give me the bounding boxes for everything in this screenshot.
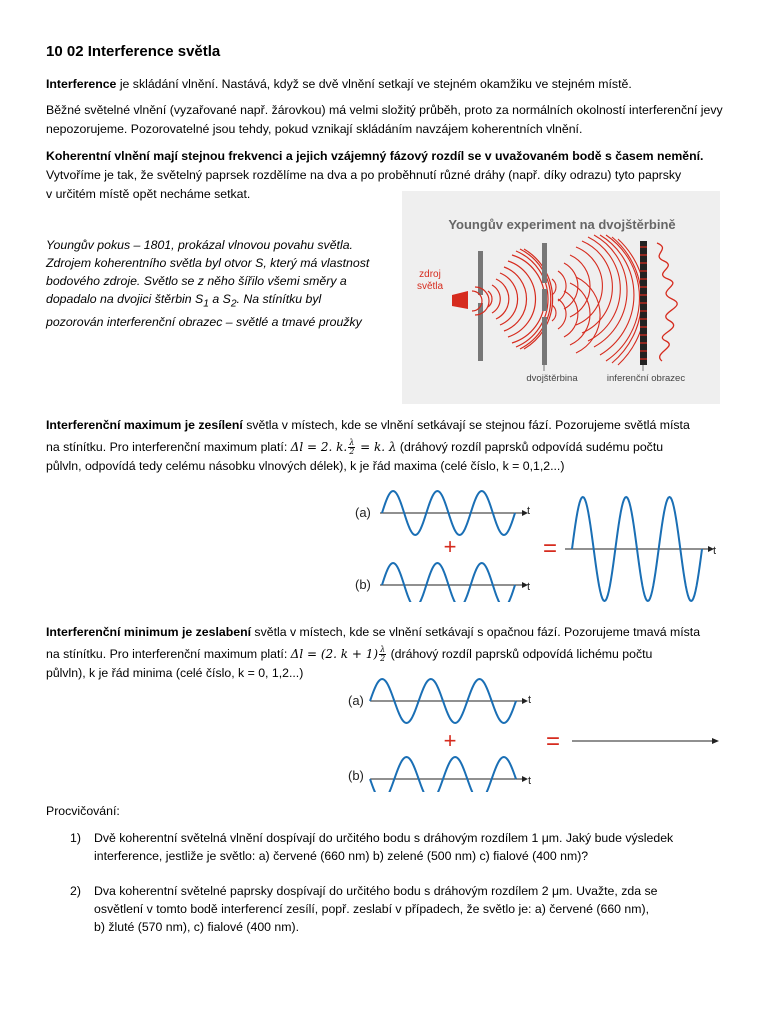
wave-a-t-label: t [527,505,531,517]
source-label-2: světla [416,281,444,292]
wave-a2-t-label: t [528,694,532,706]
barrier-double-slit-bottom [542,317,547,365]
source-label-1: zdroj [419,269,441,280]
wave-b-t-label: t [527,581,531,593]
intensity-profile [657,243,677,361]
young-experiment-diagram [402,191,720,404]
equals-sign-2: = [545,728,561,755]
plus-sign: + [443,534,457,559]
practice-heading: Procvičování: [46,804,120,818]
coherent-definition: Koherentní vlnění mají stejnou frekvenci a jejich vzájemný fázový rozdíl se v uvažovaném bodě s časem nemění. [46,149,704,163]
maximum-equation: Δl = 2. k. $\frac{\lambda}{2}$ = k. λ [290,438,397,456]
wave-a-label: (a) [355,505,371,520]
double-slit-wavefronts [552,235,645,365]
barrier-single-slit-lower [478,303,483,361]
term-minimum: Interferenční minimum je zeslabení [46,625,252,639]
paragraph-coherent: Koherentní vlnění mají stejnou frekvenci a jejich vzájemný fázový rozdíl se v uvažovaném bodě s časem nemění. Vytvoříme je tak, že světelný paprsek rozdělíme na dva a po proběhnutí různé dráhy (např. díky odrazu) tyto paprsky v určitém místě opět necháme setkat. [46,149,704,201]
paragraph-minimum: Interferenční minimum je zeslabení světla v místech, kde se vlnění setkávají s opačnou fází. Pozorujeme tmavá místa na stínítku. Pro interferenční maximum platí: Δl = (2. k + 1) $\frac{\lambda}{2}$ (dráhový rozdíl paprsků odpovídá lichému počtu půlvln), k je řád minima (celé číslo, k = 0, 1,2...) [46,625,701,680]
plus-sign-2: + [443,728,457,753]
light-source-icon [452,291,468,309]
constructive-interference-figure [350,482,730,602]
wave-a2-label: (a) [348,693,364,708]
wave-b-label: (b) [355,577,371,592]
paragraph-interference: Interference je skládání vlnění. Nastává, když se dvě vlnění setkají ve stejném okamžiku ve stejném místě. [46,77,632,91]
equals-sign: = [542,535,558,562]
result-t-label: t [713,545,717,557]
wave-b2-curve [370,757,516,792]
paragraph-maximum: Interferenční maximum je zesílení světla v místech, kde se vlnění setkávají se stejnou fází. Pozorujeme světlá místa na stínítku. Pro interferenční maximum platí: Δl = 2. k. $\frac{\lambda}{2}$ = k. λ (dráhový rozdíl paprsků odpovídá sudému počtu půlvln, odpovídá tedy celému násobku vlnových délek), k je řád maxima (celé číslo, k = 0,1,2...) [46,418,690,473]
minimum-equation: Δl = (2. k + 1) $\frac{\lambda}{2}$ [290,645,386,663]
barrier-double-slit-middle [542,289,547,311]
paragraph-ordinary-light: Běžné světelné vlnění (vyzařované např. žárovkou) má velmi složitý průběh, proto za normálních okolností interferenční jevy nepozorujeme. Pozorovatelné jsou tehdy, pokud vznikají skládáním navzájem koherentních vlnění. [46,103,723,136]
barrier-double-slit-top [542,243,547,283]
page-title: 10 02 Interference světla [46,43,221,60]
task-1: 1) Dvě koherentní světelná vlnění dospívají do určitého bodu s dráhovým rozdílem 1 μm. Jaký bude výsledek interference, jestliže je světlo: a) červené (660 nm) b) zelené (500 nm) c) fialové (400 nm)? [70,831,674,863]
wave-b2-label: (b) [348,768,364,783]
young-experiment-figure [402,191,720,404]
pattern-label: inferenční obrazec [606,373,686,384]
term-interference: Interference [46,77,117,91]
wave-b-curve [382,563,515,602]
figure-title: Youngův experiment na dvojštěrbině [448,217,676,232]
task-2: 2) Dva koherentní světelné paprsky dospívají do určitého bodu s dráhovým rozdílem 2 μm. Uvažte, zda se osvětlení v tomto bodě interferencí zesílí, popř. zeslabí v případech, že světlo je: a) červené (660 nm), b) žluté (570 nm), c) fialové (400 nm). [70,884,658,934]
term-maximum: Interferenční maximum je zesílení [46,418,243,432]
wave-b2-t-label: t [528,775,532,787]
double-slit-label: dvojštěrbina [526,373,578,384]
young-description: Youngův pokus – 1801, prokázal vlnovou povahu světla. Zdrojem koherentního světla byl otvor S, který má vlastnost bodového zdroje. Světlo se z něho šířilo všemi směry a dopadalo na dvojici štěrbin $S_1$ a $S_2$. Na stínítku byl pozorován interferenční obrazec – světlé a tmavé proužky [46,238,370,330]
destructive-interference-figure [340,672,730,792]
